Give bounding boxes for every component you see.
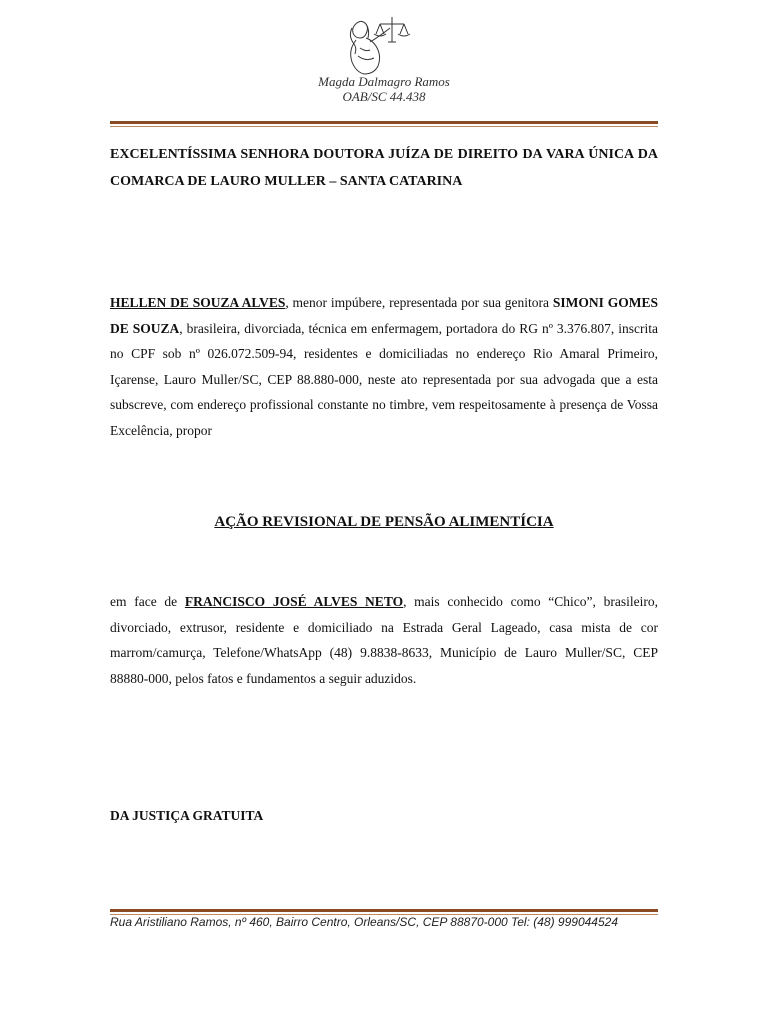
section-title-free-justice: DA JUSTIÇA GRATUITA	[110, 808, 264, 823]
defendant-qualification-paragraph	[110, 589, 658, 691]
guardian-name: SIMONI GOMES DE SOUZA	[110, 295, 658, 336]
footer-address: Rua Aristiliano Ramos, nº 460, Bairro Centro, Orleans/SC, CEP 88870-000 Tel: (48) 999044524	[110, 915, 618, 929]
defendant-name: FRANCISCO JOSÉ ALVES NETO	[184, 594, 404, 609]
header-rule	[110, 121, 658, 127]
lawyer-oab-number: OAB/SC 44.438	[342, 89, 426, 104]
action-title: AÇÃO REVISIONAL DE PENSÃO ALIMENTÍCIA	[214, 514, 554, 530]
defendant-text-1: em face de	[110, 594, 185, 609]
party-qualification-paragraph	[110, 290, 658, 443]
lawyer-name: Magda Dalmagro Ramos	[318, 74, 450, 89]
justice-figure-scales-icon	[336, 12, 426, 76]
defendant-text-2: , mais conhecido como “Chico”, brasileiro, divorciado, extrusor, residente e domiciliado na Estrada Geral Lageado, casa mista de cor marrom/camurça, Telefone/WhatsApp (48) 9.8838-8633, Município de Lauro Muller/SC, CEP 88880-000, pelos fatos e fundamentos a seguir aduzidos.	[110, 594, 658, 686]
party-text-2: , brasileira, divorciada, técnica em enfermagem, portadora do RG nº 3.376.807, inscrita no CPF sob nº 026.072.509-94, residentes e domiciliadas no endereço Rio Amaral Primeiro, Içarense, Lauro Muller/SC, CEP 88.880-000, neste ato representada por sua advogada que a esta subscreve, com endereço profissional constante no timbre, vem respeitosamente à presença de Vossa Excelência, propor	[110, 320, 659, 438]
party-text-1: , menor impúbere, representada por sua genitora	[285, 295, 553, 310]
addressee-heading: EXCELENTÍSSIMA SENHORA DOUTORA JUÍZA DE DIREITO DA VARA ÚNICA DA COMARCA DE LAURO MULLER – SANTA CATARINA	[110, 147, 658, 189]
plaintiff-name: HELLEN DE SOUZA ALVES	[110, 295, 286, 310]
